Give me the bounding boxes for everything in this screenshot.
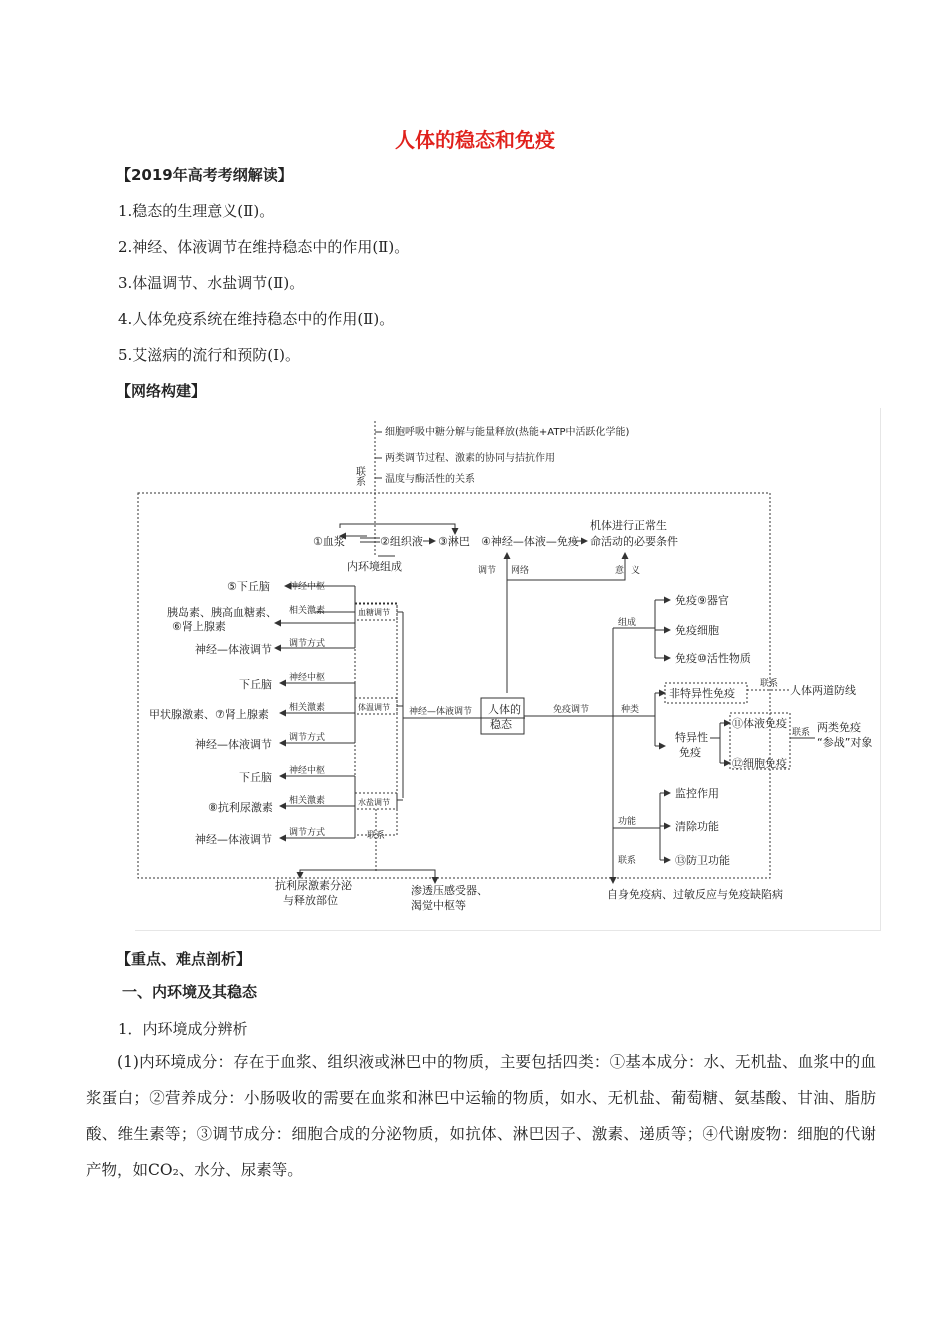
label-hormone: 相关激素: [289, 703, 326, 713]
immune-organ: 免疫⑨器官: [675, 594, 729, 607]
env-reg: 调节: [478, 566, 497, 576]
immune-cellular: ⑫细胞免疫: [732, 757, 787, 770]
label-hormone: 相关激素: [289, 606, 326, 616]
temp-box-label: 体温调节: [358, 703, 390, 712]
concept-map: [135, 408, 881, 931]
heading-internal-environment: 一、内环境及其稳态: [122, 983, 258, 1001]
env-meaning-2: 义: [631, 566, 641, 576]
immune-monitor: 监控作用: [675, 787, 719, 800]
sugar-mode: 神经—体液调节: [195, 643, 272, 656]
immune-specific-2: 免疫: [679, 746, 701, 759]
center-line-1: 人体的: [488, 703, 521, 716]
env-meaning: 意: [615, 566, 625, 576]
outline-item: 3.体温调节、水盐调节(Ⅱ)。: [118, 274, 305, 292]
top-line-1: 细胞呼吸中糖分解与能量释放(热能+ATP中活跃化学能): [385, 427, 630, 438]
immune-link-3: 联系: [618, 856, 637, 866]
water-brain: 下丘脑: [239, 771, 272, 784]
sugar-brain: ⑤下丘脑: [227, 580, 270, 593]
temp-brain: 下丘脑: [239, 678, 272, 691]
env-mech: ④神经—体液—免疫: [481, 535, 579, 548]
label-mode: 调节方式: [289, 828, 326, 838]
sugar-box-label: 血糖调节: [358, 608, 390, 617]
top-line-3: 温度与酶活性的关系: [385, 474, 475, 485]
env-lymph: ③淋巴: [438, 535, 470, 548]
outline-item: 5.艾滋病的流行和预防(Ⅰ)。: [118, 346, 300, 364]
section-analysis-heading: 【重点、难点剖析】: [116, 950, 252, 968]
immune-disease: 自身免疫病、过敏反应与免疫缺陷病: [607, 888, 783, 901]
paragraph-text: (1)内环境成分：存在于血浆、组织液或淋巴中的物质，主要包括四类：①基本成分：水、无机盐、血浆中的血浆蛋白；②营养成分：小肠吸收的需要在血浆和淋巴中运输的物质，如水、无机盐、葡萄糖、氨基酸、甘油、脂肪酸、维生素等；③调节成分：细胞合成的分泌物质，如抗体、淋巴因子、激素、递质等；④代谢废物：细胞的代谢产物，如CO₂、水分、尿素等。: [86, 1053, 876, 1179]
outline-item: 1.稳态的生理意义(Ⅱ)。: [118, 202, 275, 220]
label-mode: 调节方式: [289, 733, 326, 743]
label-mode: 调节方式: [289, 639, 326, 649]
immune-cell: 免疫细胞: [675, 624, 719, 637]
paragraph: [86, 1044, 876, 1188]
immune-barrier: 人体两道防线: [790, 684, 856, 697]
label-nerve-center: 神经中枢: [289, 766, 326, 776]
water-hormones: ⑧抗利尿激素: [208, 801, 273, 814]
heading-composition: 1．内环境成分辨析: [118, 1020, 248, 1038]
center-right-label: 免疫调节: [553, 705, 590, 715]
immune-active: 免疫⑩活性物质: [675, 652, 751, 665]
label-nerve-center: 神经中枢: [289, 582, 326, 592]
immune-target-1: 两类免疫: [817, 721, 861, 734]
env-goal-1: 机体进行正常生: [590, 519, 667, 532]
env-tissue: ②组织液: [380, 535, 423, 548]
env-net: 网络: [511, 566, 530, 576]
temp-mode: 神经—体液调节: [195, 738, 272, 751]
immune-target-2: “参战”对象: [817, 736, 873, 749]
section-outline-heading: 【2019年高考考纲解读】: [116, 166, 293, 184]
outline-item: 2.神经、体液调节在维持稳态中的作用(Ⅱ)。: [118, 238, 410, 256]
top-line-2: 两类调节过程、激素的协同与拮抗作用: [385, 453, 555, 464]
env-compose: 内环境组成: [347, 560, 402, 573]
water-out-2b: 渴觉中枢等: [411, 899, 466, 912]
label-nerve-center: 神经中枢: [289, 673, 326, 683]
immune-humoral: ⑪体液免疫: [732, 717, 787, 730]
immune-function: 功能: [618, 817, 637, 827]
sugar-hormones-1: 胰岛素、胰高血糖素、: [167, 606, 277, 619]
top-link-label: 联系: [353, 466, 365, 486]
center-line-2: 稳态: [490, 718, 512, 731]
water-out-1b: 与释放部位: [283, 894, 338, 907]
sugar-hormones-2: ⑥肾上腺素: [172, 620, 226, 633]
env-plasma: ①血浆: [313, 535, 345, 548]
immune-link-1: 联系: [760, 679, 779, 689]
immune-specific-1: 特异性: [675, 731, 708, 744]
temp-hormones: 甲状腺激素、⑦肾上腺素: [149, 708, 269, 721]
immune-link-2: 联系: [792, 728, 811, 738]
water-out-1a: 抗利尿激素分泌: [275, 879, 352, 892]
immune-kind: 种类: [621, 705, 640, 715]
center-left-label: 神经—体液调节: [409, 707, 473, 717]
water-box-label: 水盐调节: [358, 798, 390, 807]
immune-defend: ⑬防卫功能: [675, 854, 730, 867]
section-network-heading: 【网络构建】: [116, 382, 207, 400]
immune-clear: 清除功能: [675, 820, 719, 833]
outline-item: 4.人体免疫系统在维持稳态中的作用(Ⅱ)。: [118, 310, 395, 328]
water-out-2a: 渗透压感受器、: [411, 884, 488, 897]
page-title: 人体的稳态和免疫: [395, 128, 555, 152]
env-goal-2: 命活动的必要条件: [590, 535, 678, 548]
immune-nonspecific: 非特异性免疫: [669, 687, 735, 700]
water-link: 联系: [367, 831, 386, 841]
immune-compose: 组成: [618, 618, 637, 628]
label-hormone: 相关激素: [289, 796, 326, 806]
water-mode: 神经—体液调节: [195, 833, 272, 846]
